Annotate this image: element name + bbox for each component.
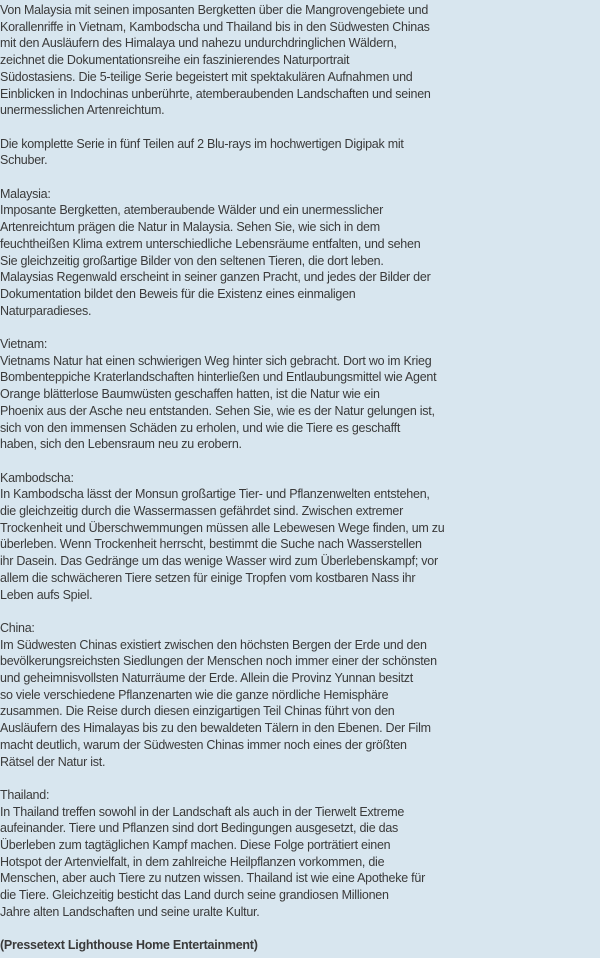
text-line: so viele verschiedene Pflanzenarten wie die ganze nördliche Hemisphäre	[0, 687, 389, 702]
text-line: feuchtheißen Klima extrem unterschiedliche Lebensräume entfalten, und sehen	[0, 236, 421, 251]
text-line: bevölkerungsreichsten Siedlungen der Menschen noch immer einer der schönsten	[0, 654, 437, 669]
text-line: Schuber.	[0, 153, 48, 168]
text-line: Die komplette Serie in fünf Teilen auf 2 Blu-rays im hochwertigen Digipak mit	[0, 136, 404, 151]
text-line: Naturparadieses.	[0, 303, 92, 318]
package-paragraph	[0, 136, 600, 169]
text-line: Korallenriffe in Vietnam, Kambodscha und Thailand bis in den Südwesten Chinas	[0, 19, 430, 34]
text-line: Ausläufern des Himalayas bis zu den bewaldeten Tälern in den Ebenen. Der Film	[0, 721, 431, 736]
text-line: Imposante Bergketten, atemberaubende Wälder und ein unermesslicher	[0, 203, 384, 218]
text-line: Sie gleichzeitig großartige Bilder von den seltenen Tieren, die dort leben.	[0, 253, 384, 268]
text-line: die Tiere. Gleichzeitig besticht das Land durch seine grandiosen Millionen	[0, 888, 389, 903]
text-line: ihr Dasein. Das Gedränge um das wenige Wasser wird zum Überlebenskampf; vor	[0, 554, 438, 569]
text-line: die gleichzeitig durch die Wassermassen gefährdet sind. Zwischen extremer	[0, 504, 404, 519]
text-line: sich von den immensen Schäden zu erholen, und wie die Tiere es geschafft	[0, 420, 401, 435]
text-line: Von Malaysia mit seinen imposanten Bergketten über die Mangrovengebiete und	[0, 3, 429, 17]
section-malaysia	[0, 186, 600, 320]
text-line: zeichnet die Dokumentationsreihe ein faszinierendes Naturportrait	[0, 53, 350, 68]
text-line: Menschen, aber auch Tiere zu nutzen wissen. Thailand ist wie eine Apotheke für	[0, 871, 425, 886]
text-line: zusammen. Die Reise durch diesen einzigartigen Teil Chinas führt von den	[0, 704, 395, 719]
section-heading: Kambodscha:	[0, 470, 74, 485]
text-line: mit den Ausläufern des Himalaya und nahezu undurchdringlichen Wäldern,	[0, 36, 397, 51]
text-line: Im Südwesten Chinas existiert zwischen den höchsten Bergen der Erde und den	[0, 637, 427, 652]
section-vietnam	[0, 336, 600, 453]
text-line: Rätsel der Natur ist.	[0, 754, 106, 769]
credit-paragraph	[0, 937, 600, 954]
text-line: Überleben zum tagtäglichen Kampf machen. Diese Folge porträtiert einen	[0, 838, 391, 853]
text-line: aufeinander. Tiere und Pflanzen sind dort Bedingungen ausgesetzt, die das	[0, 821, 399, 836]
section-heading: China:	[0, 620, 35, 635]
text-line: macht deutlich, warum der Südwesten Chinas immer noch eines der größten	[0, 737, 407, 752]
text-line: überleben. Wenn Trockenheit herrscht, bestimmt die Suche nach Wasserstellen	[0, 537, 422, 552]
text-line: Einblicken in Indochinas unberührte, atemberaubenden Landschaften und seinen	[0, 86, 431, 101]
text-line: haben, sich den Lebensraum neu zu erobern.	[0, 437, 242, 452]
section-kambodscha	[0, 470, 600, 604]
text-line: Phoenix aus der Asche neu entstanden. Sehen Sie, wie es der Natur gelungen ist,	[0, 403, 435, 418]
text-line: Hotspot der Artenvielfalt, in dem zahlreiche Heilpflanzen vorkommen, die	[0, 854, 385, 869]
text-line: unermesslichen Artenreichtum.	[0, 103, 165, 118]
text-line: In Thailand treffen sowohl in der Landschaft als auch in der Tierwelt Extreme	[0, 804, 405, 819]
intro-paragraph	[0, 2, 600, 119]
section-heading: Vietnam:	[0, 337, 48, 352]
section-heading: Malaysia:	[0, 186, 51, 201]
text-line: Artenreichtum prägen die Natur in Malaysia. Sehen Sie, wie sich in dem	[0, 220, 380, 235]
text-line: Jahre alten Landschaften und seine uralte Kultur.	[0, 904, 260, 919]
text-line: Trockenheit und Überschwemmungen müssen alle Lebewesen Wege finden, um zu	[0, 520, 445, 535]
text-line: allem die schwächeren Tiere setzen für einige Tropfen vom kostbaren Nass ihr	[0, 570, 416, 585]
section-thailand	[0, 787, 600, 921]
section-china	[0, 620, 600, 770]
text-line: Dokumentation bildet den Beweis für die Existenz eines einmaligen	[0, 286, 356, 301]
text-line: Orange blätterlose Baumwüsten geschaffen hatten, ist die Natur wie ein	[0, 387, 380, 402]
section-heading: Thailand:	[0, 787, 50, 802]
text-line: In Kambodscha lässt der Monsun großartige Tier- und Pflanzenwelten entstehen,	[0, 487, 430, 502]
text-line: Bombenteppiche Kraterlandschaften hinterließen und Entlaubungsmittel wie Agent	[0, 370, 437, 385]
text-line: Südostasiens. Die 5-teilige Serie begeistert mit spektakulären Aufnahmen und	[0, 69, 413, 84]
text-line: Vietnams Natur hat einen schwierigen Weg hinter sich gebracht. Dort wo im Krieg	[0, 353, 432, 368]
text-line: Leben aufs Spiel.	[0, 587, 93, 602]
text-line: und geheimnisvollsten Naturräume der Erde. Allein die Provinz Yunnan besitzt	[0, 671, 413, 686]
press-credit: (Pressetext Lighthouse Home Entertainment)	[0, 938, 258, 953]
text-line: Malaysias Regenwald erscheint in seiner ganzen Pracht, und jedes der Bilder der	[0, 270, 431, 285]
